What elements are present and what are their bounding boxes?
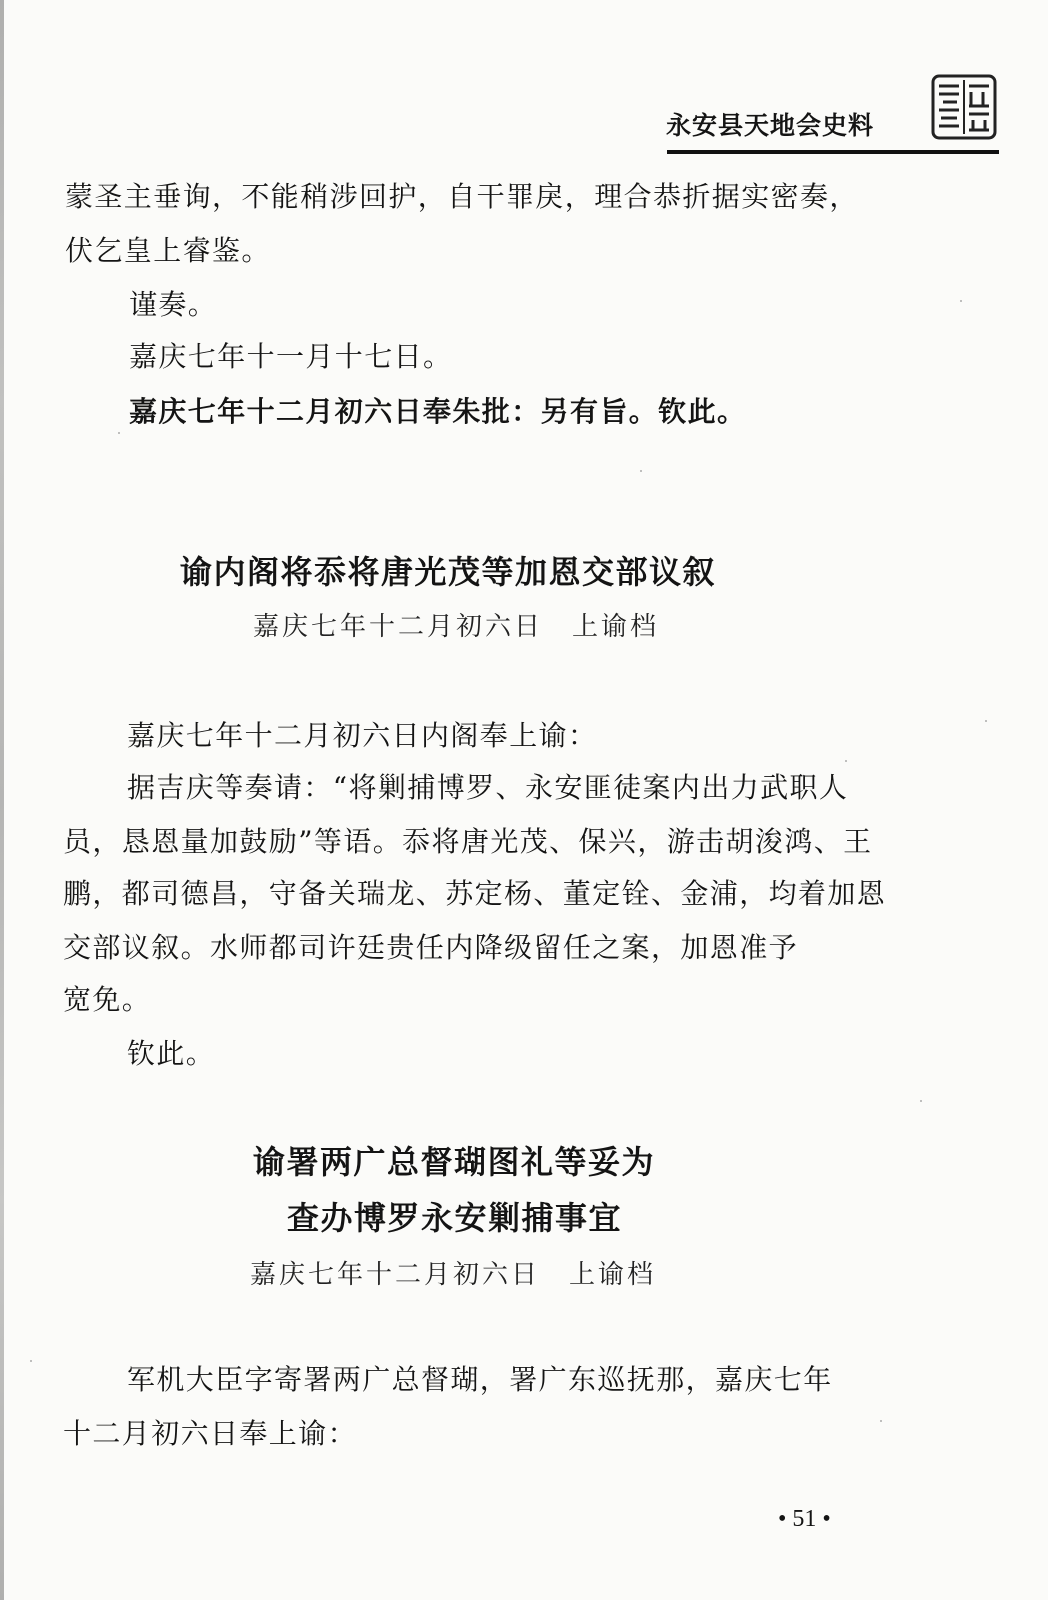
header-rule: [667, 150, 999, 154]
section-source: 嘉庆七年十二月初六日 上谕档: [253, 612, 660, 642]
scan-speckle: [845, 760, 847, 762]
vermilion-rescript: 嘉庆七年十二月初六日奉朱批：另有旨。钦此。: [129, 395, 747, 428]
text-line: 蒙圣主垂询，不能稍涉回护，自干罪戾，理合恭折据实密奏，: [65, 180, 859, 213]
text-line: 员，恳恩量加鼓励”等语。忝将唐光茂、保兴，游击胡浚鸿、王: [63, 825, 873, 858]
scan-speckle: [960, 300, 962, 302]
section-source: 嘉庆七年十二月初六日 上谕档: [250, 1260, 657, 1290]
text-line: 宽免。: [63, 983, 152, 1016]
page-number: • 51 •: [778, 1506, 831, 1532]
section-title: 谕内阁将忝将唐光茂等加恩交部议叙: [180, 553, 717, 591]
edict-closing: 钦此。: [127, 1037, 216, 1070]
scan-speckle: [920, 1100, 922, 1102]
edict-opening: 嘉庆七年十二月初六日内阁奉上谕：: [127, 719, 598, 752]
text-line: 鹏，都司德昌，守备关瑞龙、苏定杨、董定铨、金浦，均着加恩: [63, 877, 887, 910]
scan-edge-shadow: [0, 0, 4, 1600]
text-line: 十二月初六日奉上谕：: [63, 1417, 358, 1450]
text-line: 伏乞皇上睿鉴。: [65, 234, 271, 267]
scan-speckle: [880, 1420, 882, 1422]
text-line: 交部议叙。水师都司许廷贵任内降级留任之案，加恩准予: [63, 931, 799, 964]
section-title: 查办博罗永安剿捕事宜: [287, 1199, 623, 1237]
scan-speckle: [640, 470, 642, 472]
section-title: 谕署两广总督瑚图礼等妥为: [253, 1143, 656, 1181]
text-line: 据吉庆等奏请：“将剿捕博罗、永安匪徒案内出力武职人: [127, 771, 849, 804]
running-header-title: 永安县天地会史料: [666, 111, 875, 140]
memorial-date: 嘉庆七年十一月十七日。: [129, 340, 453, 373]
scan-speckle: [30, 1360, 32, 1362]
scan-speckle: [118, 432, 120, 434]
text-line: 军机大臣字寄署两广总督瑚，署广东巡抚那，嘉庆七年: [127, 1363, 833, 1396]
seal-stamp-icon: [931, 74, 997, 140]
scan-speckle: [985, 720, 987, 722]
memorial-closing: 谨奏。: [129, 288, 218, 321]
